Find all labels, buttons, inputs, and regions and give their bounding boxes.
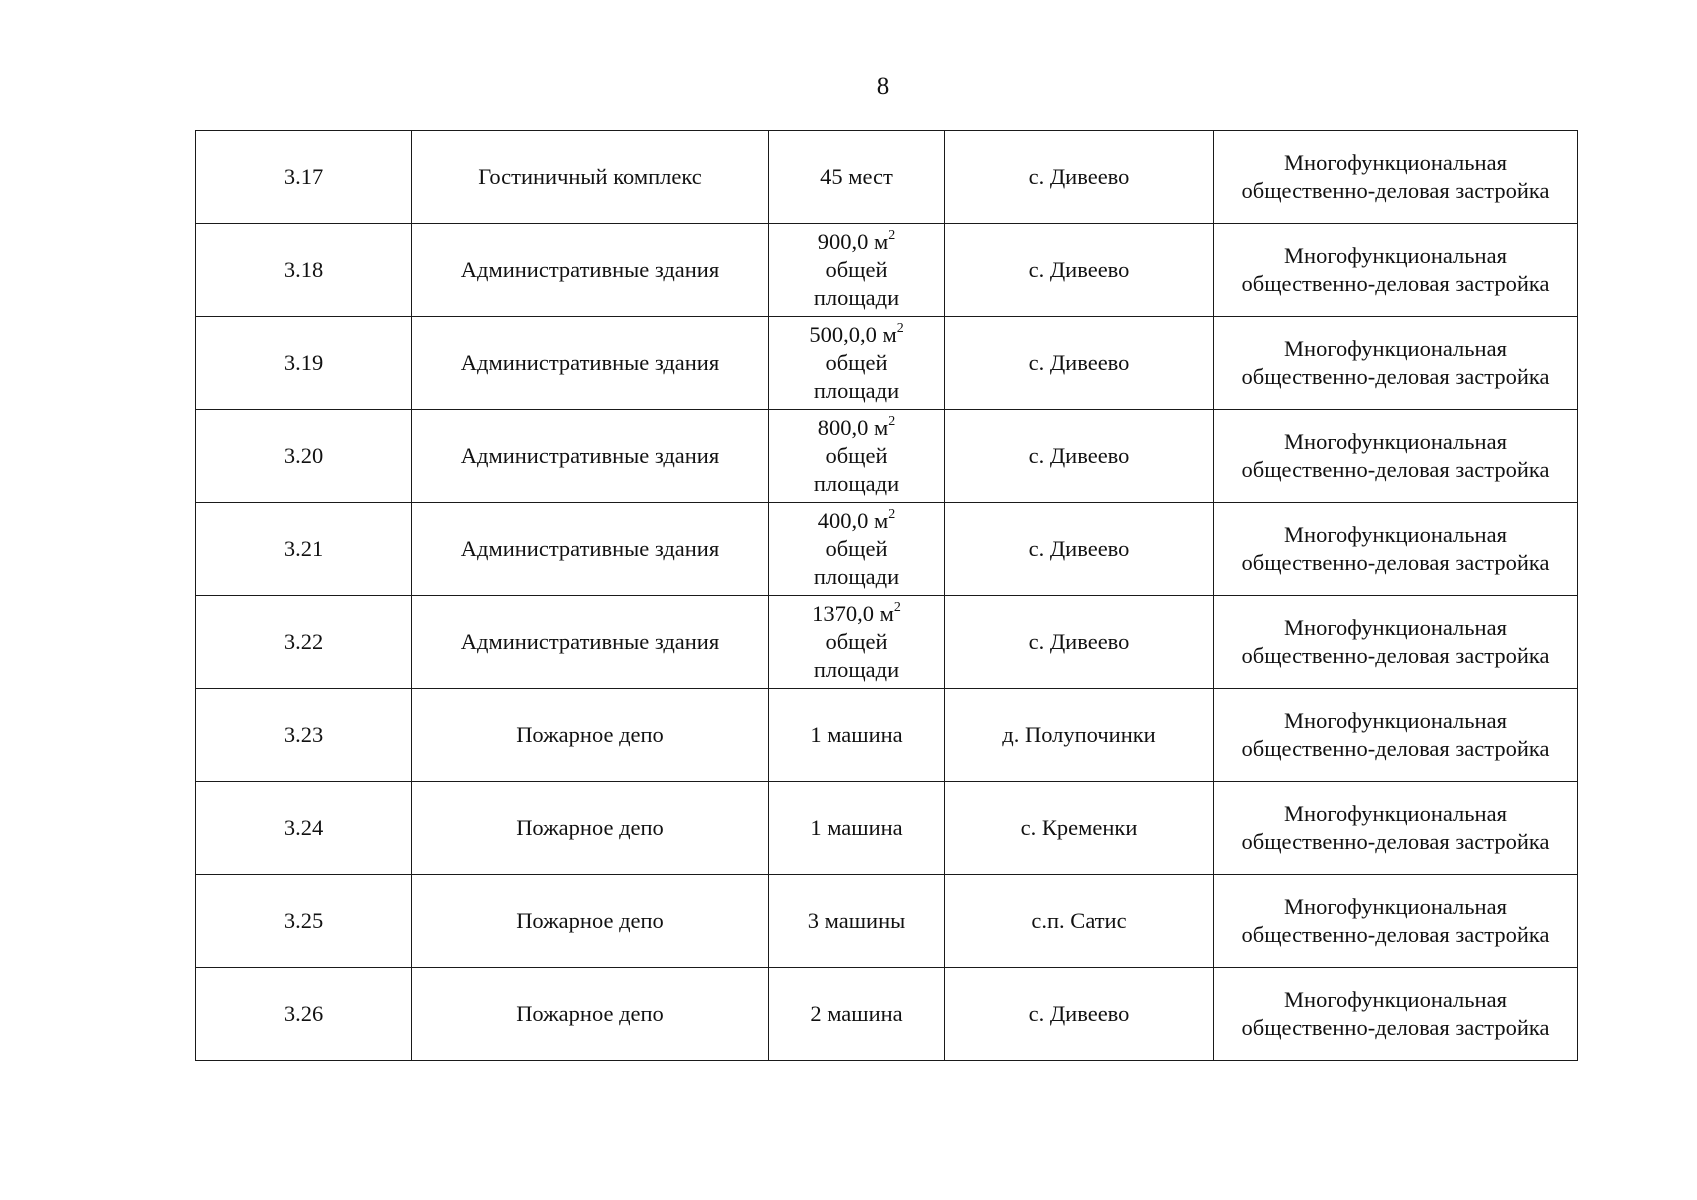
unit-exponent: 2 [888,413,896,429]
object-name: Административные здания [412,596,769,689]
capacity-value [773,814,940,842]
capacity-number: 1 машина [810,722,903,747]
capacity-number: 400,0 м [817,508,889,533]
zone-purpose: Многофункциональная общественно-деловая застройка [1214,968,1578,1061]
capacity [769,782,945,875]
object-name: Пожарное депо [412,875,769,968]
capacity-value [773,907,940,935]
object-name: Административные здания [412,410,769,503]
capacity-value [773,321,940,349]
capacity-number: 45 мест [820,164,893,189]
objects-table [195,130,1578,1061]
capacity-number: 2 машина [810,1001,903,1026]
capacity [769,968,945,1061]
capacity-line-2: общей [825,257,888,282]
row-number: 3.24 [196,782,412,875]
row-number: 3.25 [196,875,412,968]
unit-exponent: 2 [888,506,896,522]
table-row [196,596,1578,689]
capacity-number: 800,0 м [817,415,889,440]
capacity [769,410,945,503]
capacity-number: 1 машина [810,815,903,840]
capacity-line-3: площади [813,657,900,682]
unit-exponent: 2 [896,320,904,336]
capacity-line-3: площади [813,285,900,310]
location: с. Дивеево [945,968,1214,1061]
table-row [196,503,1578,596]
capacity-value [773,507,940,535]
capacity-value [773,721,940,749]
capacity-line-3: площади [813,471,900,496]
object-name: Пожарное депо [412,782,769,875]
table-row [196,968,1578,1061]
zone-purpose: Многофункциональная общественно-деловая застройка [1214,503,1578,596]
table-row [196,317,1578,410]
capacity [769,875,945,968]
table-row [196,782,1578,875]
zone-purpose: Многофункциональная общественно-деловая застройка [1214,782,1578,875]
capacity-value [773,228,940,256]
row-number: 3.26 [196,968,412,1061]
row-number: 3.19 [196,317,412,410]
location: с. Дивеево [945,596,1214,689]
location: с. Дивеево [945,503,1214,596]
capacity [769,131,945,224]
capacity-number: 500,0,0 м [809,322,897,347]
capacity [769,317,945,410]
capacity [769,503,945,596]
capacity-line-3: площади [813,378,900,403]
capacity [769,596,945,689]
page-number: 8 [876,73,890,100]
location: с.п. Сатис [945,875,1214,968]
zone-purpose: Многофункциональная общественно-деловая застройка [1214,410,1578,503]
location: с. Дивеево [945,131,1214,224]
capacity-line-2: общей [825,443,888,468]
capacity-number: 3 машины [807,908,906,933]
object-name: Пожарное депо [412,689,769,782]
row-number: 3.17 [196,131,412,224]
capacity-value [773,600,940,628]
zone-purpose: Многофункциональная общественно-деловая застройка [1214,317,1578,410]
table-row [196,224,1578,317]
object-name: Административные здания [412,224,769,317]
capacity-line-2: общей [825,629,888,654]
row-number: 3.20 [196,410,412,503]
table-row [196,875,1578,968]
capacity [769,689,945,782]
unit-exponent: 2 [888,227,896,243]
zone-purpose: Многофункциональная общественно-деловая застройка [1214,131,1578,224]
capacity-number: 1370,0 м [812,601,894,626]
capacity-value [773,1000,940,1028]
object-name: Гостиничный комплекс [412,131,769,224]
table-row [196,689,1578,782]
zone-purpose: Многофункциональная общественно-деловая застройка [1214,596,1578,689]
location: с. Дивеево [945,317,1214,410]
object-name: Административные здания [412,317,769,410]
capacity-value [773,414,940,442]
table-body [196,131,1578,1061]
row-number: 3.23 [196,689,412,782]
row-number: 3.22 [196,596,412,689]
zone-purpose: Многофункциональная общественно-деловая застройка [1214,689,1578,782]
object-name: Пожарное депо [412,968,769,1061]
table-row [196,410,1578,503]
zone-purpose: Многофункциональная общественно-деловая застройка [1214,224,1578,317]
capacity-line-2: общей [825,536,888,561]
zone-purpose: Многофункциональная общественно-деловая застройка [1214,875,1578,968]
location: д. Полупочинки [945,689,1214,782]
row-number: 3.18 [196,224,412,317]
location: с. Кременки [945,782,1214,875]
table-row [196,131,1578,224]
row-number: 3.21 [196,503,412,596]
capacity-line-3: площади [813,564,900,589]
location: с. Дивеево [945,224,1214,317]
unit-exponent: 2 [893,599,901,615]
location: с. Дивеево [945,410,1214,503]
capacity [769,224,945,317]
capacity-line-2: общей [825,350,888,375]
capacity-value [773,163,940,191]
object-name: Административные здания [412,503,769,596]
capacity-number: 900,0 м [817,229,889,254]
